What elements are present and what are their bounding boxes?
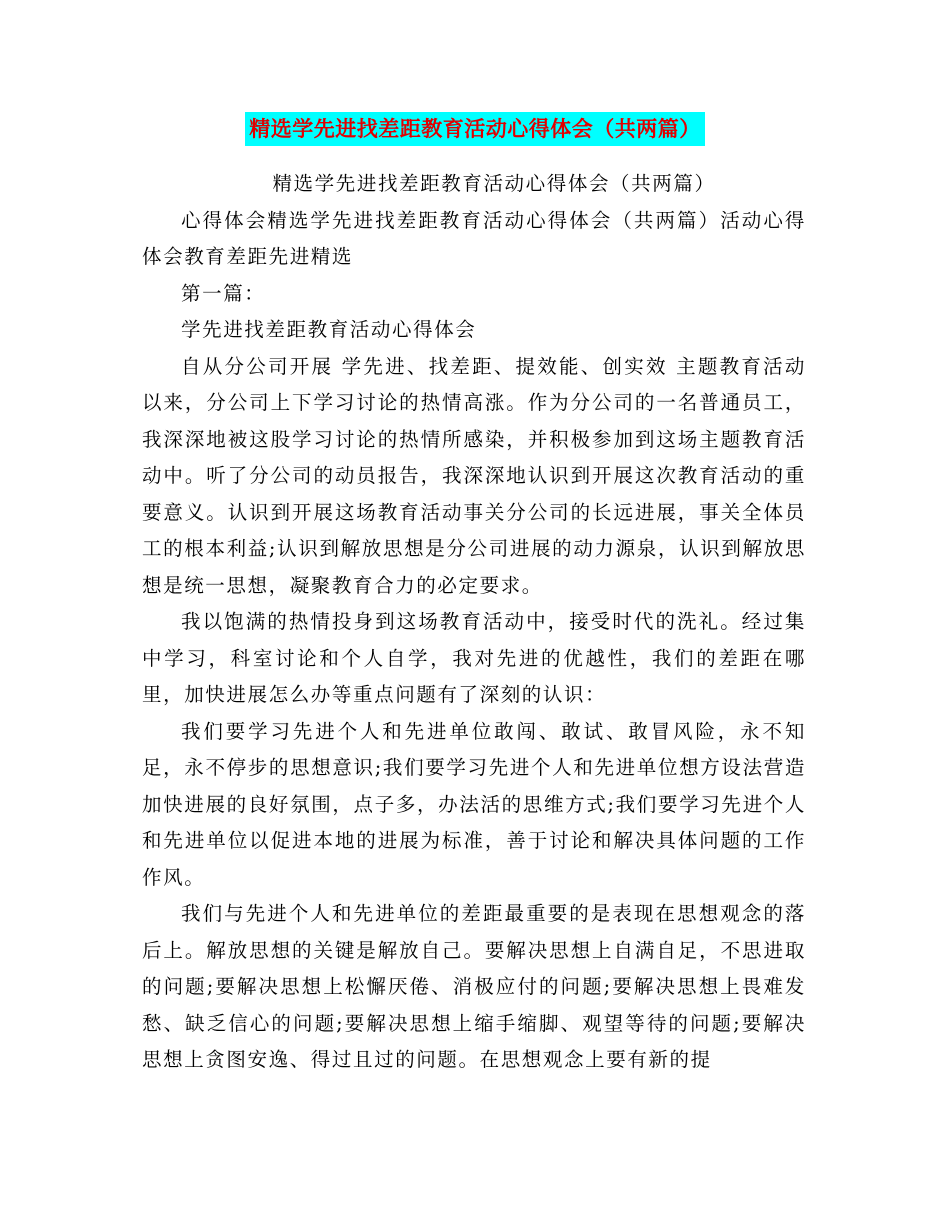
section-label: 第一篇： [181, 281, 266, 305]
document-title-wrapper [0, 112, 950, 148]
paragraph: 我以饱满的热情投身到这场教育活动中，接受时代的洗礼。经过集中学习，科室讨论和个人自学，我对先进的优越性，我们的差距在哪里，加快进展怎么办等重点问题有了深刻的认识： [142, 610, 806, 706]
paragraph: 自从分公司开展 学先进、找差距、提效能、创实效 主题教育活动以来，分公司上下学习讨论的热情高涨。作为分公司的一名普通员工，我深深地被这股学习讨论的热情所感染，并积极参加到这场主题教育活动中。听了分公司的动员报告，我深深地认识到开展这次教育活动的重要意义。认识到开展这场教育活动事关分公司的长远进展，事关全体员工的根本利益;认识到解放思想是分公司进展的动力源泉，认识到解放思想是统一思想，凝聚教育合力的必定要求。 [142, 354, 806, 597]
document-subtitle: 精选学先进找差距教育活动心得体会（共两篇） [272, 172, 716, 195]
document-title: 精选学先进找差距教育活动心得体会（共两篇） [245, 112, 705, 146]
document-body [142, 166, 806, 1079]
paragraph: 我们与先进个人和先进单位的差距最重要的是表现在思想观念的落后上。解放思想的关键是解放自己。要解决思想上自满自足，不思进取的问题;要解决思想上松懈厌倦、消极应付的问题;要解决思想上畏难发愁、缺乏信心的问题;要解决思想上缩手缩脚、观望等待的问题;要解决思想上贪图安逸、得过且过的问题。在思想观念上要有新的提 [142, 902, 806, 1071]
paragraph-keywords: 心得体会精选学先进找差距教育活动心得体会（共两篇）活动心得体会教育差距先进精选 [142, 208, 806, 268]
section-heading: 学先进找差距教育活动心得体会 [181, 318, 477, 341]
paragraph: 我们要学习先进个人和先进单位敢闯、敢试、敢冒风险，永不知足，永不停步的思想意识;我们要学习先进个人和先进单位想方设法营造加快进展的良好氛围，点子多，办法活的思维方式;我们要学习先进个人和先进单位以促进本地的进展为标准，善于讨论和解决具体问题的工作作风。 [142, 719, 806, 889]
